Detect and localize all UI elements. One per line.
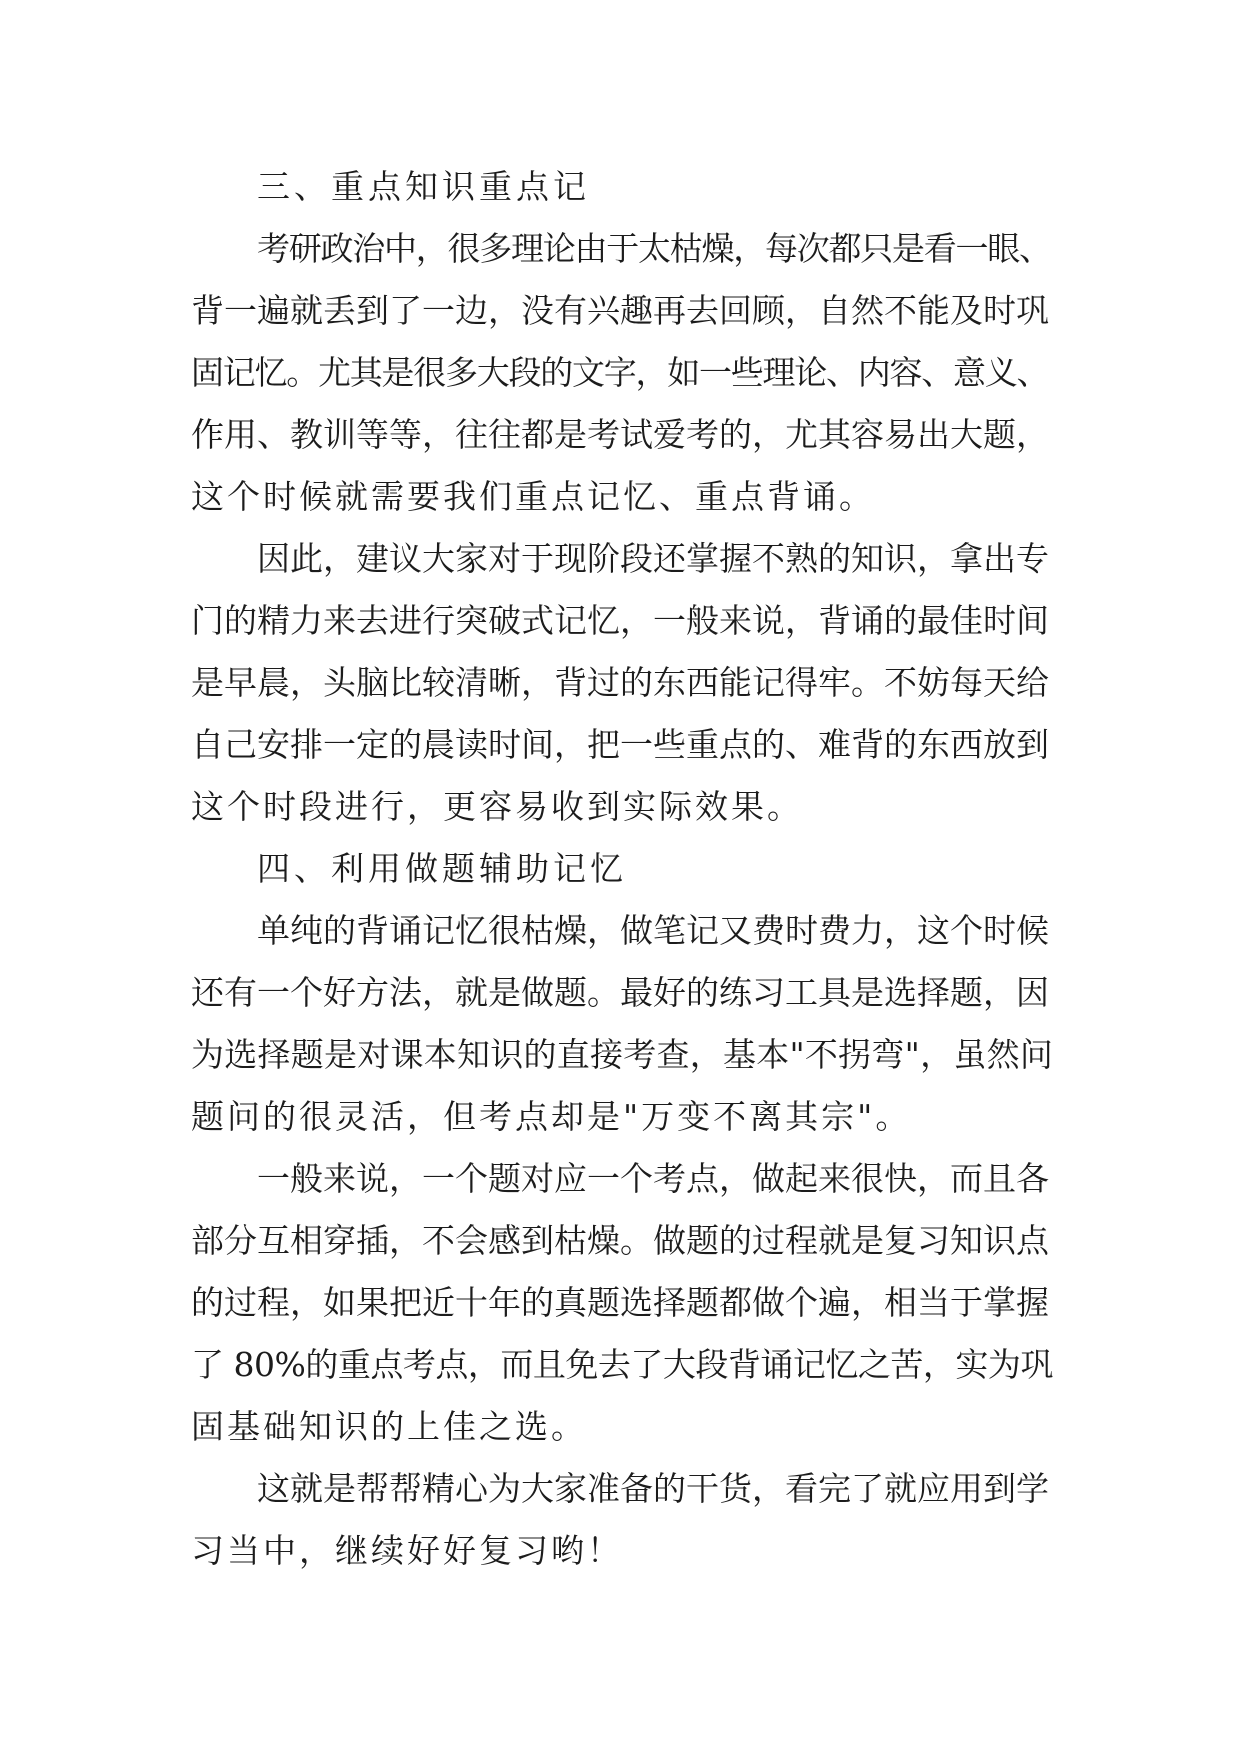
paragraph-line: 了 80%的重点考点，而且免去了大段背诵记忆之苦，实为巩 bbox=[191, 1345, 1053, 1384]
paragraph-line: 的过程，如果把近十年的真题选择题都做个遍，相当于掌握 bbox=[191, 1283, 1049, 1322]
paragraph-line: 固记忆。尤其是很多大段的文字，如一些理论、内容、意义、 bbox=[191, 353, 1049, 392]
paragraph-line: 一般来说，一个题对应一个考点，做起来很快，而且各 bbox=[257, 1159, 1049, 1198]
paragraph-line: 习当中，继续好好复习哟！ bbox=[191, 1531, 623, 1570]
paragraph-line: 门的精力来去进行突破式记忆，一般来说，背诵的最佳时间 bbox=[191, 601, 1049, 640]
paragraph bbox=[191, 900, 1054, 1148]
paragraph-line: 固基础知识的上佳之选。 bbox=[191, 1407, 587, 1446]
paragraph-line: 单纯的背诵记忆很枯燥，做笔记又费时费力，这个时候 bbox=[257, 911, 1049, 950]
document-body bbox=[191, 156, 1054, 1582]
paragraph-line: 部分互相穿插，不会感到枯燥。做题的过程就是复习知识点 bbox=[191, 1221, 1049, 1260]
paragraph bbox=[191, 528, 1051, 838]
paragraph-line: 还有一个好方法，就是做题。最好的练习工具是选择题，因 bbox=[191, 973, 1049, 1012]
paragraph-line: 这个时段进行，更容易收到实际效果。 bbox=[191, 787, 803, 826]
paragraph-line: 这就是帮帮精心为大家准备的干货，看完了就应用到学 bbox=[257, 1469, 1049, 1508]
paragraph-line: 背一遍就丢到了一边，没有兴趣再去回顾，自然不能及时巩 bbox=[191, 291, 1049, 330]
paragraph-line: 是早晨，头脑比较清晰，背过的东西能记得牢。不妨每天给 bbox=[191, 663, 1049, 702]
paragraph-line: 这个时候就需要我们重点记忆、重点背诵。 bbox=[191, 477, 875, 516]
paragraph-line: 题问的很灵活，但考点却是"万变不离其宗"。 bbox=[191, 1097, 912, 1136]
section-heading: 三、重点知识重点记 bbox=[257, 167, 590, 206]
paragraph-line: 作用、教训等等，往往都是考试爱考的，尤其容易出大题， bbox=[191, 415, 1049, 454]
paragraph bbox=[191, 1458, 1051, 1582]
paragraph bbox=[191, 1148, 1051, 1458]
paragraph-line: 考研政治中，很多理论由于太枯燥，每次都只是看一眼、 bbox=[257, 229, 1051, 268]
paragraph-line: 为选择题是对课本知识的直接考查，基本"不拐弯"，虽然问 bbox=[191, 1035, 1054, 1074]
paragraph-line: 自己安排一定的晨读时间，把一些重点的、难背的东西放到 bbox=[191, 725, 1049, 764]
paragraph bbox=[191, 218, 1051, 528]
section-heading: 四、利用做题辅助记忆 bbox=[257, 849, 627, 888]
paragraph-line: 因此，建议大家对于现阶段还掌握不熟的知识，拿出专 bbox=[257, 539, 1049, 578]
